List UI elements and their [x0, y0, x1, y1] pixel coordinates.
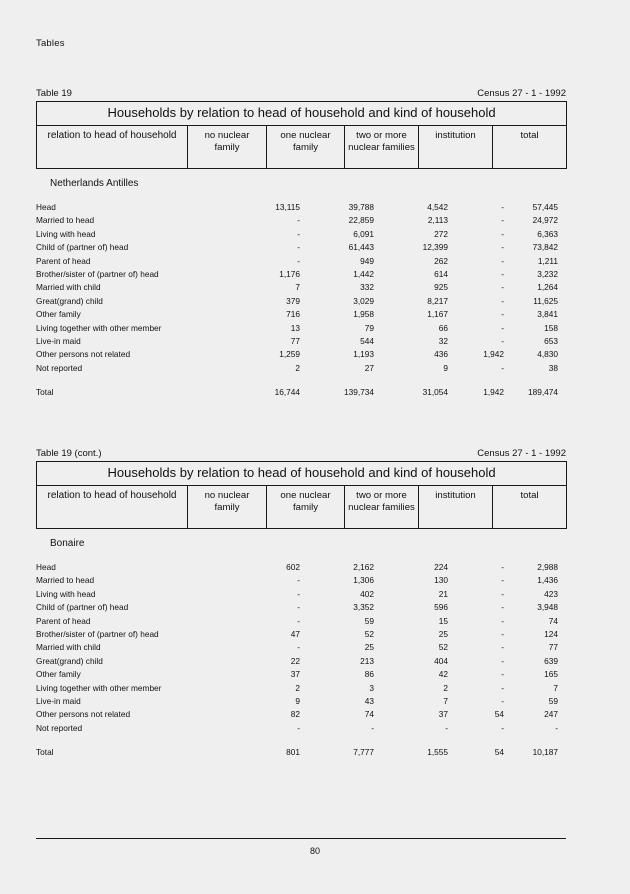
cell-value-4: 1,942: [483, 349, 504, 360]
cell-value-3: 1,555: [427, 747, 448, 758]
cell-value-3: 9: [443, 362, 448, 373]
row-label: Living together with other member: [36, 682, 162, 693]
cell-value-3: 8,217: [427, 295, 448, 306]
column-header-line-2: family: [214, 141, 240, 153]
cell-value-3: 596: [434, 602, 448, 613]
cell-value-3: 272: [434, 228, 448, 239]
cell-value-1: 22: [290, 655, 300, 666]
row-label: Great(grand) child: [36, 655, 103, 666]
table-row: [36, 641, 566, 654]
cell-value-2: 3,352: [353, 602, 374, 613]
cell-value-2: 52: [364, 629, 374, 640]
cell-value-2: 25: [364, 642, 374, 653]
cell-value-5: -: [555, 722, 558, 733]
row-spacer: [36, 375, 566, 386]
cell-value-1: 37: [290, 669, 300, 680]
table-header-grid-1: [36, 101, 567, 169]
cell-value-2: 7,777: [353, 747, 374, 758]
cell-value-3: 52: [438, 642, 448, 653]
cell-value-5: 165: [544, 669, 558, 680]
cell-value-2: 332: [360, 282, 374, 293]
row-label: Head: [36, 202, 56, 212]
cell-value-2: 213: [360, 655, 374, 666]
cell-value-5: 10,187: [532, 747, 558, 758]
row-label: Married to head: [36, 215, 95, 226]
cell-value-5: 158: [544, 322, 558, 333]
table-caption-1: [36, 88, 566, 101]
cell-value-3: 37: [438, 709, 448, 720]
cell-value-5: 124: [544, 629, 558, 640]
cell-value-2: 1,193: [353, 349, 374, 360]
table-row: [36, 348, 566, 361]
cell-value-5: 3,948: [537, 602, 558, 613]
cell-value-1: -: [297, 242, 300, 253]
row-spacer: [36, 735, 566, 746]
column-header-total: total: [493, 126, 567, 169]
cell-value-1: 1,176: [279, 269, 300, 280]
table-row: [36, 561, 566, 574]
cell-value-2: 22,859: [348, 215, 374, 226]
table-body-2: [36, 561, 566, 760]
running-head: Tables: [36, 38, 65, 49]
table-row: [36, 255, 566, 268]
cell-value-2: 402: [360, 588, 374, 599]
cell-value-2: 61,443: [348, 242, 374, 253]
column-header-row: [37, 126, 567, 169]
table-row: [36, 214, 566, 227]
census-date-label: Census 27 - 1 - 1992: [477, 88, 566, 99]
cell-value-2: 6,091: [353, 228, 374, 239]
cell-value-2: 3,029: [353, 295, 374, 306]
cell-value-1: 13,115: [275, 202, 300, 212]
table-row: [36, 668, 566, 681]
census-date-label: Census 27 - 1 - 1992: [477, 448, 566, 459]
cell-value-1: 602: [286, 562, 300, 572]
cell-value-4: -: [501, 696, 504, 707]
cell-value-5: 7: [553, 682, 558, 693]
cell-value-4: 54: [494, 747, 504, 758]
table-row: [36, 695, 566, 708]
table-caption-2: [36, 448, 566, 461]
cell-value-2: 43: [364, 696, 374, 707]
column-header-stub: relation to head of household: [37, 486, 188, 529]
cell-value-4: -: [501, 336, 504, 347]
table-row: [36, 228, 566, 241]
cell-value-3: 1,167: [427, 309, 448, 320]
table-title-row: [37, 462, 567, 486]
table-total-row: [36, 746, 566, 759]
cell-value-3: 32: [438, 336, 448, 347]
cell-value-4: -: [501, 242, 504, 253]
cell-value-4: -: [501, 269, 504, 280]
column-header-line-2: nuclear families: [348, 501, 415, 513]
cell-value-3: 262: [434, 255, 448, 266]
cell-value-4: -: [501, 588, 504, 599]
table-row: [36, 335, 566, 348]
cell-value-1: 77: [290, 336, 300, 347]
cell-value-5: 6,363: [537, 228, 558, 239]
table-row: [36, 655, 566, 668]
cell-value-2: 2,162: [353, 562, 374, 572]
column-header-stub: relation to head of household: [37, 126, 188, 169]
row-label: Not reported: [36, 722, 83, 733]
cell-value-1: 801: [286, 747, 300, 758]
column-header-one-nuclear-family: [267, 126, 345, 169]
cell-value-4: -: [501, 682, 504, 693]
cell-value-3: 25: [438, 629, 448, 640]
cell-value-5: 2,988: [537, 562, 558, 572]
row-label: Living with head: [36, 588, 96, 599]
cell-value-3: 436: [434, 349, 448, 360]
row-label: Child of (partner of) head: [36, 242, 129, 253]
table-data-1: [36, 201, 566, 400]
table-row: [36, 682, 566, 695]
cell-value-2: 544: [360, 336, 374, 347]
cell-value-4: -: [501, 642, 504, 653]
table-number-label: Table 19 (cont.): [36, 448, 102, 459]
cell-value-1: 2: [295, 362, 300, 373]
cell-value-4: -: [501, 255, 504, 266]
cell-value-1: 16,744: [274, 387, 300, 398]
table-block-1: [36, 88, 566, 400]
cell-value-1: -: [297, 722, 300, 733]
column-header-two-or-more-nuclear-families: [345, 486, 419, 529]
cell-value-3: 614: [434, 269, 448, 280]
column-header-line-1: no nuclear: [204, 490, 250, 501]
cell-value-2: 79: [364, 322, 374, 333]
cell-value-3: 130: [434, 575, 448, 586]
table-row: [36, 708, 566, 721]
table-block-2: [36, 448, 566, 760]
cell-value-4: -: [501, 562, 504, 572]
cell-value-4: 54: [494, 709, 504, 720]
cell-value-2: 27: [364, 362, 374, 373]
cell-value-1: 7: [295, 282, 300, 293]
row-label: Live-in maid: [36, 696, 81, 707]
cell-value-5: 3,841: [537, 309, 558, 320]
cell-value-1: -: [297, 215, 300, 226]
cell-value-1: 13: [290, 322, 300, 333]
row-label: Living together with other member: [36, 322, 162, 333]
cell-value-2: 3: [369, 682, 374, 693]
column-header-no-nuclear-family: [188, 486, 267, 529]
cell-value-4: -: [501, 322, 504, 333]
column-header-line-1: one nuclear: [280, 130, 331, 141]
cell-value-5: 189,474: [528, 387, 558, 398]
row-label: Child of (partner of) head: [36, 602, 129, 613]
cell-value-5: 3,232: [537, 269, 558, 280]
table-row: [36, 615, 566, 628]
cell-value-1: 82: [290, 709, 300, 720]
column-header-total: total: [493, 486, 567, 529]
row-label: Brother/sister of (partner of) head: [36, 629, 159, 640]
column-header-line-1: two or more: [356, 490, 407, 501]
table-row: [36, 201, 566, 214]
column-header-line-1: no nuclear: [204, 130, 250, 141]
column-header-line-2: family: [214, 501, 240, 513]
table-row: [36, 241, 566, 254]
table-row: [36, 588, 566, 601]
cell-value-2: 39,788: [348, 202, 374, 212]
cell-value-4: -: [501, 228, 504, 239]
page-number: 80: [309, 846, 320, 856]
cell-value-5: 4,830: [537, 349, 558, 360]
table-row: [36, 308, 566, 321]
column-header-institution: institution: [419, 126, 493, 169]
cell-value-5: 653: [544, 336, 558, 347]
cell-value-5: 38: [548, 362, 558, 373]
table-row: [36, 362, 566, 375]
cell-value-4: -: [501, 655, 504, 666]
table-row: [36, 601, 566, 614]
table-row: [36, 574, 566, 587]
cell-value-5: 24,972: [532, 215, 558, 226]
cell-value-5: 639: [544, 655, 558, 666]
cell-value-3: 15: [438, 615, 448, 626]
cell-value-3: 4,542: [427, 202, 448, 212]
row-label: Married with child: [36, 282, 101, 293]
island-subheading: Bonaire: [50, 538, 85, 549]
cell-value-4: -: [501, 282, 504, 293]
cell-value-5: 1,211: [537, 255, 558, 266]
cell-value-5: 74: [548, 615, 558, 626]
cell-value-5: 57,445: [532, 202, 558, 212]
cell-value-3: 31,054: [422, 387, 448, 398]
cell-value-3: 2,113: [427, 215, 448, 226]
cell-value-3: 21: [438, 588, 448, 599]
cell-value-4: -: [501, 575, 504, 586]
cell-value-2: 949: [360, 255, 374, 266]
cell-value-3: 12,399: [422, 242, 448, 253]
table-total-row: [36, 386, 566, 399]
cell-value-4: -: [501, 615, 504, 626]
cell-value-2: 1,958: [353, 309, 374, 320]
row-label: Married with child: [36, 642, 101, 653]
cell-value-1: 716: [286, 309, 300, 320]
table-title: Households by relation to head of household and kind of household: [37, 102, 567, 126]
row-spacer-cell: [36, 375, 566, 386]
cell-value-3: 42: [438, 669, 448, 680]
cell-value-3: 404: [434, 655, 448, 666]
cell-value-4: -: [501, 295, 504, 306]
row-label: Parent of head: [36, 615, 91, 626]
cell-value-5: 423: [544, 588, 558, 599]
cell-value-4: -: [501, 362, 504, 373]
table-header-grid-2: [36, 461, 567, 529]
cell-value-3: 224: [434, 562, 448, 572]
row-label: Brother/sister of (partner of) head: [36, 269, 159, 280]
cell-value-1: 1,259: [279, 349, 300, 360]
cell-value-4: -: [501, 602, 504, 613]
cell-value-1: 379: [286, 295, 300, 306]
cell-value-2: 86: [364, 669, 374, 680]
column-header-line-1: two or more: [356, 130, 407, 141]
table-data-2: [36, 561, 566, 760]
cell-value-5: 247: [544, 709, 558, 720]
cell-value-2: 59: [364, 615, 374, 626]
cell-value-4: -: [501, 215, 504, 226]
cell-value-1: 2: [295, 682, 300, 693]
cell-value-5: 11,625: [533, 295, 558, 306]
cell-value-1: 9: [295, 696, 300, 707]
row-label: Other family: [36, 309, 81, 320]
table-body-1: [36, 201, 566, 400]
column-header-one-nuclear-family: [267, 486, 345, 529]
table-row: [36, 322, 566, 335]
cell-value-4: -: [501, 629, 504, 640]
cell-value-2: 139,734: [344, 387, 374, 398]
cell-value-4: -: [501, 309, 504, 320]
row-label: Total: [36, 387, 54, 398]
cell-value-5: 59: [548, 696, 558, 707]
cell-value-1: -: [297, 255, 300, 266]
cell-value-5: 1,436: [537, 575, 558, 586]
footer-rule: [36, 838, 566, 839]
cell-value-1: -: [297, 228, 300, 239]
table-row: [36, 722, 566, 735]
row-label: Total: [36, 747, 54, 758]
table-row: [36, 628, 566, 641]
cell-value-1: -: [297, 575, 300, 586]
table-row: [36, 281, 566, 294]
row-label: Great(grand) child: [36, 295, 103, 306]
column-header-row: [37, 486, 567, 529]
row-label: Other family: [36, 669, 81, 680]
cell-value-3: 2: [443, 682, 448, 693]
cell-value-1: -: [297, 615, 300, 626]
row-label: Head: [36, 562, 56, 572]
row-label: Not reported: [36, 362, 83, 373]
cell-value-1: -: [297, 602, 300, 613]
row-label: Living with head: [36, 228, 96, 239]
cell-value-5: 1,264: [537, 282, 558, 293]
cell-value-1: -: [297, 588, 300, 599]
cell-value-3: -: [445, 722, 448, 733]
cell-value-2: 1,306: [353, 575, 374, 586]
island-subheading: Netherlands Antilles: [50, 178, 139, 189]
column-header-two-or-more-nuclear-families: [345, 126, 419, 169]
cell-value-5: 73,842: [532, 242, 558, 253]
column-header-no-nuclear-family: [188, 126, 267, 169]
table-title: Households by relation to head of household and kind of household: [37, 462, 567, 486]
column-header-institution: institution: [419, 486, 493, 529]
column-header-line-1: one nuclear: [280, 490, 331, 501]
cell-value-1: 47: [290, 629, 300, 640]
table-title-row: [37, 102, 567, 126]
column-header-line-2: family: [292, 141, 319, 153]
row-label: Other persons not related: [36, 349, 131, 360]
row-label: Live-in maid: [36, 336, 81, 347]
cell-value-4: 1,942: [483, 387, 504, 398]
column-header-line-2: nuclear families: [348, 141, 415, 153]
cell-value-2: 74: [364, 709, 374, 720]
cell-value-1: -: [297, 642, 300, 653]
table-row: [36, 295, 566, 308]
cell-value-5: 77: [548, 642, 558, 653]
cell-value-2: 1,442: [353, 269, 374, 280]
cell-value-4: -: [501, 669, 504, 680]
table-number-label: Table 19: [36, 88, 72, 99]
row-label: Other persons not related: [36, 709, 131, 720]
cell-value-3: 925: [434, 282, 448, 293]
cell-value-3: 66: [438, 322, 448, 333]
cell-value-3: 7: [443, 696, 448, 707]
table-row: [36, 268, 566, 281]
row-label: Parent of head: [36, 255, 91, 266]
row-spacer-cell: [36, 735, 566, 746]
row-label: Married to head: [36, 575, 95, 586]
cell-value-4: -: [501, 202, 504, 212]
cell-value-4: -: [501, 722, 504, 733]
column-header-line-2: family: [292, 501, 319, 513]
cell-value-2: -: [371, 722, 374, 733]
